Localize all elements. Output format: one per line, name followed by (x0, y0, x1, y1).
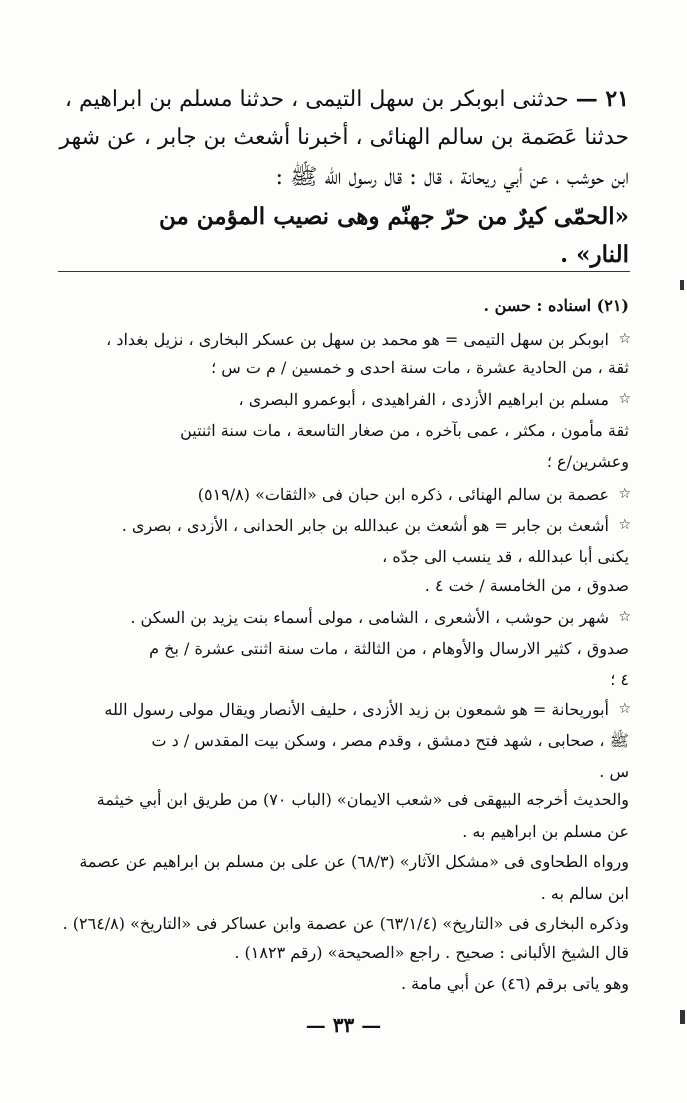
star-icon: ☆ (618, 391, 631, 407)
footnote-line: وهو ياتى برقم (٤٦) عن أبي مامة . (400, 974, 629, 993)
footnote-line: ثقة ، من الحادية عشرة ، مات سنة احدى و خمسين / م ت س ؛ (211, 358, 629, 377)
footnote-line: مسلم بن ابراهيم الأزدى ، الفراهيدى ، أبوعمرو البصرى ، (238, 390, 609, 409)
hadith-number: ٢١ — (575, 86, 629, 112)
footnote-line: ورواه الطحاوى فى «مشكل الآثار» (٦٨/٣) عن على بن مسلم بن ابراهيم عن عصمة (79, 852, 629, 871)
star-icon: ☆ (618, 517, 631, 533)
footnote-line: ابوبكر بن سهل التيمى = هو محمد بن سهل بن عسكر البخارى ، نزيل بغداد ، (106, 330, 609, 349)
footnote-line: وذكره البخارى فى «التاريخ» (٦٣/١/٤) عن عصمة وابن عساكر فى «التاريخ» (٢٦٤/٨) . (62, 914, 629, 933)
footnote-line: ابن سالم به . (540, 884, 629, 903)
footnote-line: والحديث أخرجه البيهقى فى «شعب الايمان» (الباب ٧٠) من طريق ابن أبي خيثمة (96, 790, 629, 809)
footnote-line: وعشرين/ع ؛ (546, 452, 629, 471)
star-icon: ☆ (618, 331, 631, 347)
star-icon: ☆ (618, 486, 631, 502)
footnote-line: صدوق ، كثير الارسال والأوهام ، من الثالثة ، مات سنة اثنتى عشرة / بخ م (149, 639, 629, 658)
footnote-heading: (٢١) اسناده : حسن . (483, 296, 629, 315)
footnote-line: أبوريحانة = هو شمعون بن زيد الأزدى ، حليف الأنصار ويقال مولى رسول الله (104, 700, 609, 719)
footnote-line: ثقة مأمون ، مكثر ، عمى بآخره ، من صغار التاسعة ، مات سنة اثنتين (180, 421, 629, 440)
hadith-isnad-line: ابن حوشب ، عن أبي ريحانة ، قال : قال رسول الله ﷺ : (275, 164, 629, 190)
footnote-line: عصمة بن سالم الهنائى ، ذكره ابن حبان فى «الثقات» (٥١٩/٨) (197, 485, 609, 504)
footnote-line: أشعث بن جابر = هو أشعث بن عبدالله بن جابر الحدانى ، الأزدى ، بصرى . (121, 516, 609, 535)
hadith-isnad-line: حدثنى ابوبكر بن سهل التيمى ، حدثنا مسلم بن ابراهيم ، (64, 87, 569, 112)
hadith-text-line: النار» . (560, 241, 629, 268)
footnote-line: قال الشيخ الألبانى : صحيح . راجع «الصحيحة» (رقم ١٨٢٣) . (234, 943, 629, 962)
footnote-line: ٤ ؛ (610, 670, 629, 689)
footnote-line: عن مسلم بن ابراهيم به . (462, 822, 629, 841)
footnote-divider (58, 271, 630, 272)
footnote-line: س . (599, 762, 629, 781)
hadith-isnad-line: حدثنا عَصَمة بن سالم الهنائى ، أخبرنا أشعث بن جابر ، عن شهر (59, 125, 629, 150)
footnote-line: ﷺ ، صحابى ، شهد فتح دمشق ، وقدم مصر ، وسكن بيت المقدس / د ت (151, 731, 629, 750)
footnote-line: يكنى أبا عبدالله ، قد ينسب الى جدّه ، (382, 547, 629, 566)
hadith-line-1 (65, 86, 629, 112)
scan-mark (680, 280, 684, 290)
star-icon: ☆ (618, 701, 631, 717)
footnote-line: شهر بن حوشب ، الأشعرى ، الشامى ، مولى أسماء بنت يزيد بن السكن . (130, 608, 609, 627)
star-icon: ☆ (618, 609, 631, 625)
scan-mark (680, 1010, 685, 1024)
hadith-text-line: «الحمّى كيرٌ من حرّ جهنّم وهى نصيب المؤمن من (158, 203, 629, 230)
footnote-line: صدوق ، من الخامسة / خت ٤ . (424, 576, 629, 595)
page-number: — ٣٣ — (305, 1013, 382, 1037)
